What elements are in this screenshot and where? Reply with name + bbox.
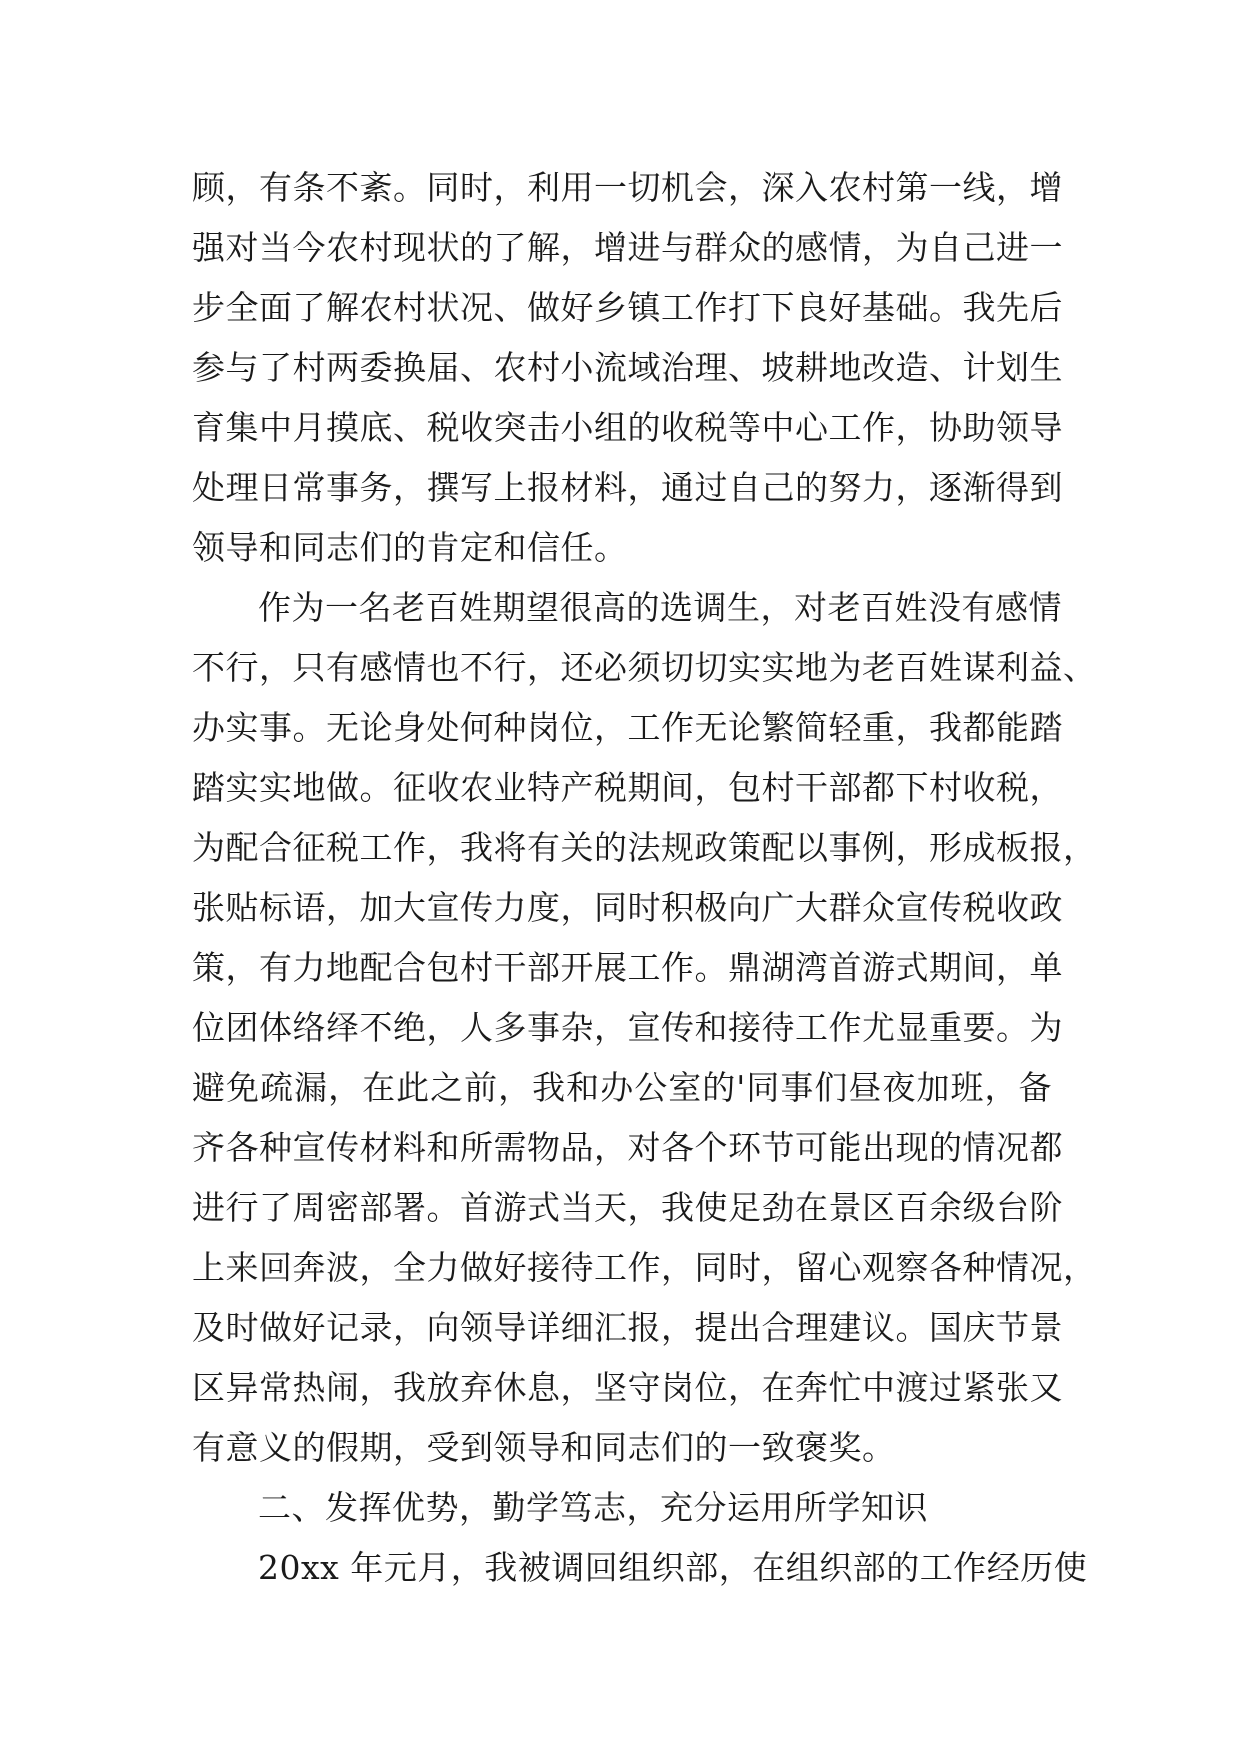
paragraph-start-line: 作为一名老百姓期望很高的选调生，对老百姓没有感情	[258, 588, 1062, 627]
paragraph-start-line: 20xx 年元月，我被调回组织部，在组织部的工作经历使	[258, 1548, 1088, 1587]
text-line: 处理日常事务，撰写上报材料，通过自己的努力，逐渐得到	[192, 468, 1063, 507]
text-line: 为配合征税工作，我将有关的法规政策配以事例，形成板报，	[192, 828, 1097, 867]
text-line: 强对当今农村现状的了解，增进与群众的感情，为自己进一	[192, 228, 1063, 267]
text-line: 步全面了解农村状况、做好乡镇工作打下良好基础。我先后	[192, 288, 1063, 327]
section-heading: 二、发挥优势，勤学笃志，充分运用所学知识	[258, 1488, 928, 1527]
text-line: 进行了周密部署。首游式当天，我使足劲在景区百余级台阶	[192, 1188, 1063, 1227]
text-line: 位团体络绎不绝，人多事杂，宣传和接待工作尤显重要。为	[192, 1008, 1063, 1047]
text-line: 领导和同志们的肯定和信任。	[192, 528, 628, 567]
body-text	[192, 158, 1097, 1598]
text-line: 上来回奔波，全力做好接待工作，同时，留心观察各种情况，	[192, 1248, 1097, 1287]
text-line: 避免疏漏，在此之前，我和办公室的'同事们昼夜加班，备	[192, 1068, 1052, 1107]
text-line: 不行，只有感情也不行，还必须切切实实地为老百姓谋利益、	[192, 648, 1097, 687]
text-line: 及时做好记录，向领导详细汇报，提出合理建议。国庆节景	[192, 1308, 1063, 1347]
text-line: 育集中月摸底、税收突击小组的收税等中心工作，协助领导	[192, 408, 1063, 447]
text-line: 参与了村两委换届、农村小流域治理、坡耕地改造、计划生	[192, 348, 1063, 387]
text-line: 踏实实地做。征收农业特产税期间，包村干部都下村收税，	[192, 768, 1063, 807]
text-line: 顾，有条不紊。同时，利用一切机会，深入农村第一线，增	[192, 168, 1063, 207]
text-line: 区异常热闹，我放弃休息，坚守岗位，在奔忙中渡过紧张又	[192, 1368, 1063, 1407]
text-line: 办实事。无论身处何种岗位，工作无论繁简轻重，我都能踏	[192, 708, 1063, 747]
text-line: 张贴标语，加大宣传力度，同时积极向广大群众宣传税收政	[192, 888, 1063, 927]
text-line: 策，有力地配合包村干部开展工作。鼎湖湾首游式期间，单	[192, 948, 1063, 987]
text-line: 齐各种宣传材料和所需物品，对各个环节可能出现的情况都	[192, 1128, 1063, 1167]
text-line: 有意义的假期，受到领导和同志们的一致褒奖。	[192, 1428, 896, 1467]
